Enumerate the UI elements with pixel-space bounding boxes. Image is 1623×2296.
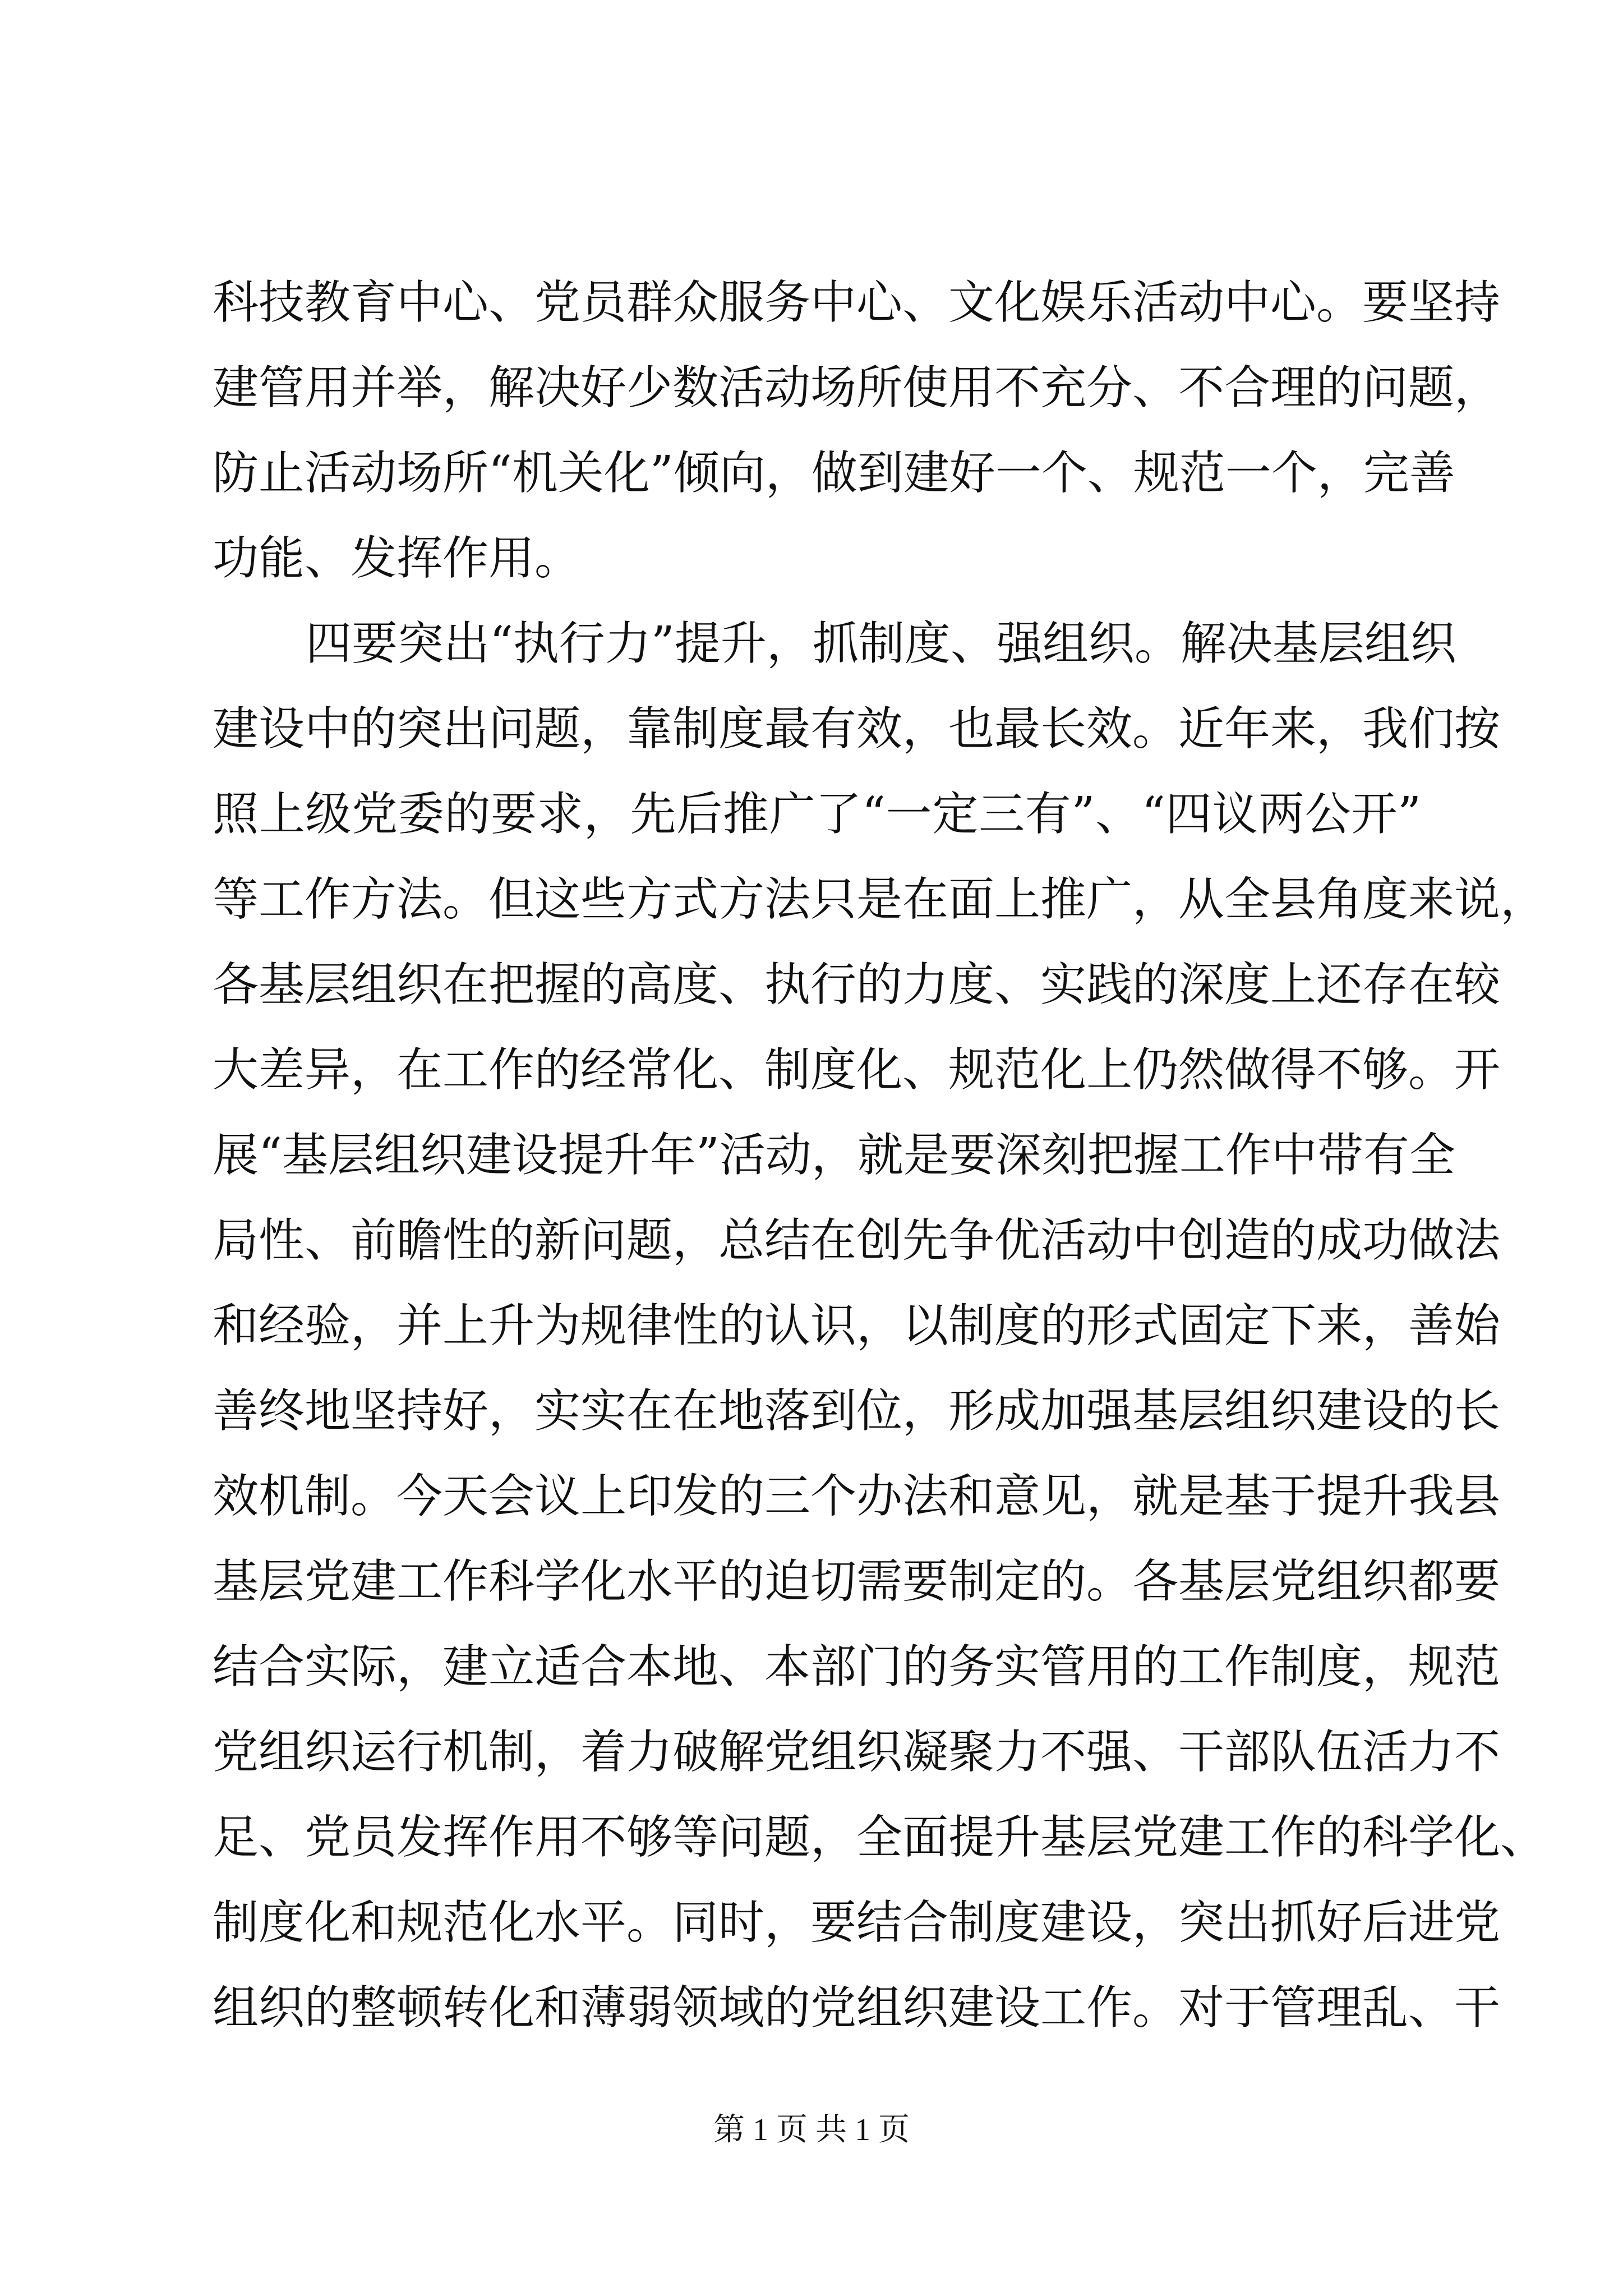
text-line: 足、党员发挥作用不够等问题，全面提升基层党建工作的科学化、: [213, 1811, 1547, 1864]
text-line: 基层党建工作科学化水平的迫切需要制定的。各基层党组织都要: [213, 1555, 1501, 1608]
text-line: 效机制。今天会议上印发的三个办法和意见，就是基于提升我县: [213, 1470, 1501, 1523]
text-line: 结合实际，建立适合本地、本部门的务实管用的工作制度，规范: [213, 1640, 1501, 1694]
text-line: 建设中的突出问题，靠制度最有效，也最长效。近年来，我们按: [213, 702, 1501, 756]
text-line: 和经验，并上升为规律性的认识，以制度的形式固定下来，善始: [213, 1299, 1501, 1352]
text-line: 照上级党委的要求，先后推广了“一定三有”、“四议两公开”: [213, 788, 1421, 841]
text-line: 制度化和规范化水平。同时，要结合制度建设，突出抓好后进党: [213, 1896, 1501, 1949]
text-line: 展“基层组织建设提升年”活动，就是要深刻把握工作中带有全: [213, 1129, 1455, 1182]
text-line: 大差异，在工作的经常化、制度化、规范化上仍然做得不够。开: [213, 1043, 1501, 1097]
paragraph-start-line: 四要突出“执行力”提升，抓制度、强组织。解决基层组织: [306, 617, 1456, 670]
text-line: 局性、前瞻性的新问题，总结在创先争优活动中创造的成功做法: [213, 1214, 1501, 1267]
text-line: 功能、发挥作用。: [213, 532, 581, 585]
text-line: 善终地坚持好，实实在在地落到位，形成加强基层组织建设的长: [213, 1384, 1501, 1438]
text-line: 防止活动场所“机关化”倾向，做到建好一个、规范一个，完善: [213, 447, 1455, 500]
text-line: 建管用并举，解决好少数活动场所使用不充分、不合理的问题，: [213, 361, 1501, 415]
text-line: 科技教育中心、党员群众服务中心、文化娱乐活动中心。要坚持: [213, 276, 1501, 329]
page-footer: 第 1 页 共 1 页: [713, 2113, 910, 2147]
text-line: 党组织运行机制，着力破解党组织凝聚力不强、干部队伍活力不: [213, 1726, 1501, 1779]
text-line: 组织的整顿转化和薄弱领域的党组织建设工作。对于管理乱、干: [213, 1981, 1501, 2035]
text-line: 各基层组织在把握的高度、执行的力度、实践的深度上还存在较: [213, 958, 1501, 1011]
text-line: 等工作方法。但这些方式方法只是在面上推广，从全县角度来说，: [213, 873, 1547, 926]
